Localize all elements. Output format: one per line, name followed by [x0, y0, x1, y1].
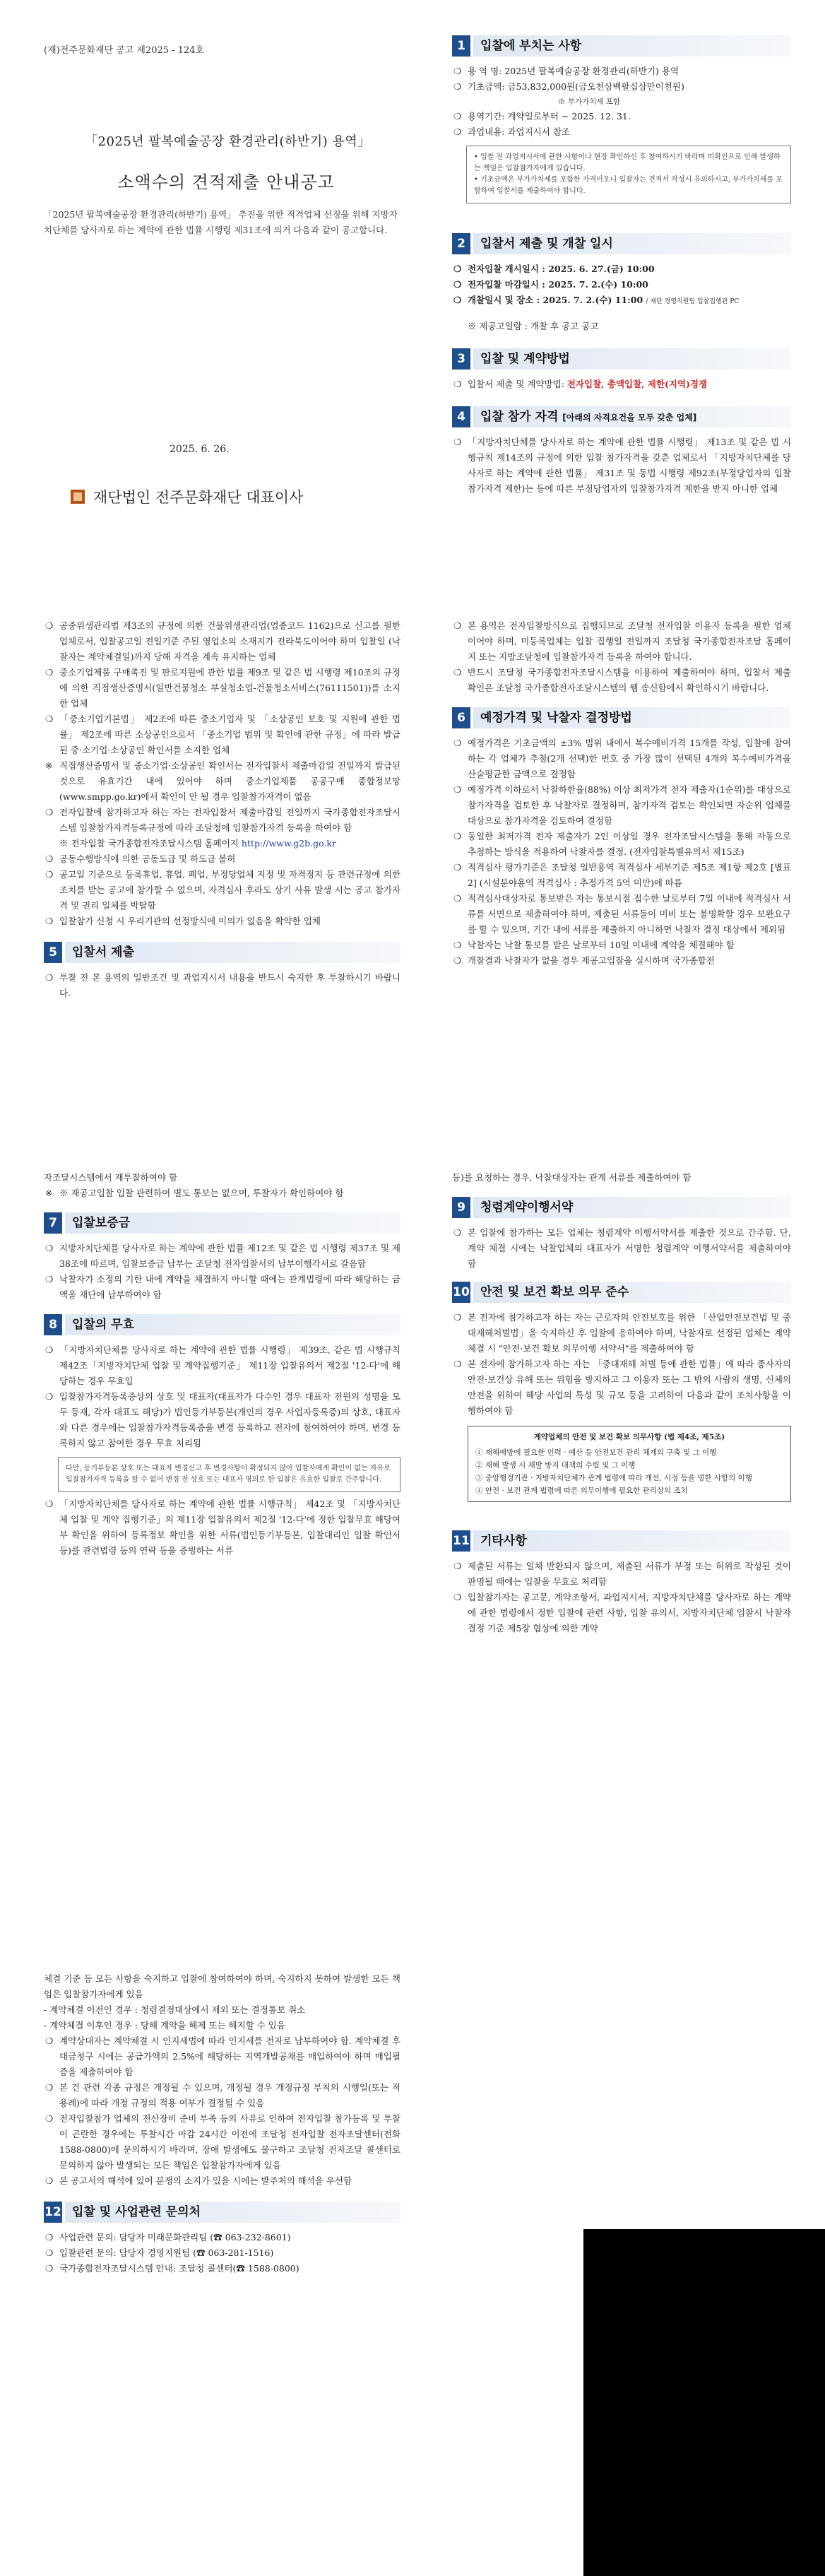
list-item: ❍ 기초금액: 금53,832,000원(금오천삼백팔십삼만이천원): [453, 81, 684, 92]
section-number: 1: [452, 35, 470, 57]
list-item: ❍ 공고일 기준으로 등록휴업, 휴업, 폐업, 부정당업체 지정 및 자격정지 등 관련규정에 의한 조치를 받는 공고에 참가할 수 없으며, 자격심사 후라도 상기 사유 발생 시는 공고 참가자격 및 권리 일체를 박탈함: [45, 869, 400, 911]
section-8-header: [44, 1314, 400, 1335]
list-item: ❍ 투찰 전 본 용역의 일반조건 및 과업지시서 내용을 반드시 숙지한 후 투찰하시기 바랍니다.: [45, 972, 400, 998]
title-subtitle: 「2025년 팔복예술공장 환경관리(하반기) 용역」: [85, 134, 371, 149]
list-item: ❍ 적격심사대상자로 통보받은 자는 통보시점 접수한 날로부터 7일 이내에 적격심사 서류를 서면으로 제출하여야 하며, 제출된 서류들이 미비 또는 불명확할 경우 보완요구를 할 수 있으며, 기간 내에 서류를 제출하지 아니하면 낙찰자 결정 대상에서 제외됨: [453, 893, 791, 935]
section-11-header: [452, 1530, 791, 1552]
list-item: ❍ 반드시 조달청 국가종합전자조달시스템을 이용하여 제출하여야 하며, 입찰서 제출 확인은 조달청 국가종합전자조달시스템의 웹 송신함에서 확인하시기 바랍니다.: [453, 667, 791, 693]
list-item: ❍ 입찰참가 신청 시 우리기관의 선정방식에 이의가 없음을 확약한 업체: [45, 916, 321, 926]
section-4-header: [452, 406, 791, 427]
section-12-header: [44, 2202, 400, 2223]
list-item: ❍ 개찰결과 낙찰자가 없을 경우 재공고입찰을 실시하며 국가종합전: [453, 955, 715, 966]
list-item: ❍ 예정가격은 기초금액의 ±3% 범위 내에서 복수예비가격 15개를 작성, 입찰에 참여하는 각 업체가 추첨(2개 선택)한 번호 중 가장 많이 선택된 4개의 복수예비가격을 산술평균한 금액으로 결정함: [453, 738, 791, 779]
list-item: ❍ 적격심사 평가기준은 조달청 일반용역 적격심사 세부기준 제5조 제1항 제2호 [별표 2] (시설분야용역 적격심사 : 추정가격 5억 미만)에 따름: [453, 862, 791, 888]
list-item: ❍ 본 전자에 참가하고자 하는 자는 「중대재해 처벌 등에 관한 법률」에 따라 종사자의 안전·보건상 유해 또는 위험을 방지하고 그 이용자 또는 그 밖의 사람의 생명, 신체의 안전을 위하여 해당 사업의 특성 및 규모 등을 고려하여 다음과 같이 조치사항을 이행하여야 함: [453, 1359, 791, 1416]
section-number: 2: [452, 233, 470, 254]
list-item: ❍ 용역기간: 계약일로부터 ~ 2025. 12. 31.: [453, 111, 631, 122]
right-column-p2: [452, 618, 791, 969]
list-item: ❍ 중소기업제품 구매촉진 및 판로지원에 관한 법률 제9조 및 같은 법 시행령 제10조의 규정에 의한 직접생산증명서(일반건물청소 부실청소업-건물청소서비스(76111501))를 소지한 업체: [45, 667, 400, 709]
list-item: ❍ 본 전자에 참가하고자 하는 자는 근로자의 안전보호를 위한 「산업안전보건법 및 중대재해처벌법」을 숙지하신 후 입찰에 응하여야 하며, 낙찰자로 선정된 업체는 계약 체결 시 "안전·보건 확보 의무이행 서약서"를 제출하여야 함: [453, 1312, 791, 1354]
note-box: 다만, 등기부등본 상호 또는 대표자 변경신고 후 변경사항이 확정되지 않아 입찰자에게 확인이 없는 자유로 입찰참가자격 등록을 할 수 없어 변경 전 상호 또는 대표자 명의로 한 입찰은 유효한 입찰로 간주합니다.: [58, 1457, 400, 1492]
intro-paragraph: 「2025년 팔복예술공장 환경관리(하반기) 용역」 추진을 위한 적격업체 선정을 위해 지방자치단체를 당사자로 하는 계약에 관한 법률 시행령 제31조에 의거 다음과 같이 공고합니다.: [44, 209, 398, 235]
list-item: ※ 전자입찰 국가종합전자조달시스템 홈페이지 http://www.g2b.go.kr: [59, 838, 336, 849]
section-title: 입찰서 제출 및 개찰 일시: [473, 233, 791, 254]
list-item: ❍ 입찰참가자는 공고문, 계약조항서, 과업지시서, 지방자치단체를 당사자로 하는 계약에 관한 법령에서 정한 입찰에 관련 사항, 입찰 유의서, 지방자치단체 입찰시 낙찰자결정 기준 제5장 협상에 의한 계약: [453, 1592, 791, 1633]
page-2: [0, 526, 825, 1166]
left-column-p4: [44, 1971, 400, 2276]
box-item: ④ 안전 · 보건 관계 법령에 따른 의무이행에 필요한 관리상의 조치: [475, 1487, 688, 1495]
section-title: 입찰 및 계약방법: [473, 348, 791, 370]
g2b-link[interactable]: http://www.g2b.go.kr: [241, 838, 336, 849]
list-item: ❍ 「중소기업기본법」 제2조에 따른 중소기업자 및 「소상공인 보호 및 지원에 관한 법률」 제2조에 따른 소상공인으로서 「중소기업 범위 및 확인에 관한 규정」에 따라 발급된 중·소기업·소상공인 확인서를 소지한 업체: [45, 714, 400, 755]
section-title: 입찰에 부치는 사항: [473, 35, 791, 57]
section-title: 입찰 참가 자격 [아래의 자격요건을 모두 갖춘 업체]: [473, 406, 791, 427]
box-item: ② 재해 발생 시 재발 방지 대책의 수립 및 그 이행: [475, 1461, 636, 1470]
list-item: ❍ 지방자치단체를 당사자로 하는 계약에 관한 법률 제12조 및 같은 법 시행령 제37조 및 제38조에 따르며, 입찰보증금 납부는 조달청 전자입찰서의 납부이행각서로 갈음함: [45, 1243, 400, 1269]
section-title: 예정가격 및 낙찰자 결정방법: [473, 707, 791, 728]
list-item: ❍ 「지방자치단체를 당사자로 하는 계약에 관한 법률 시행규칙」 제42조 및 「지방자치단체 입찰 및 계약 집행기준」의 제11장 입찰유의서 제2절 '12-다'에 정한 입찰무효 해당여부 확인을 위하여 등록정보 확인을 위한 서류(법인등기부등본, 입찰대리인 입찰 확인서 등)를 관련법령 등의 연락 등을 증빙하는 서류: [45, 1499, 400, 1556]
continued-text: - 계약체결 이전인 경우 : 청렴결정대상에서 제외 또는 결정통보 취소: [44, 2004, 306, 2015]
page-title: 소액수의 견적제출 안내공고: [117, 172, 335, 192]
notice-box: [466, 146, 791, 203]
list-item: ❍ 계약상대자는 계약체결 시 인지세법에 따라 인지세를 전자로 납부하여야 함. 계약체결 후 대금청구 시에는 공급가액의 2.5%에 해당하는 지역개발공채를 매입하여야 하며 매입필증을 제출하여야 함: [45, 2036, 400, 2077]
section-number: 8: [44, 1314, 62, 1335]
section-7-header: [44, 1212, 400, 1234]
vat-note: ※ 부가가치세 포함: [558, 98, 621, 106]
section-title: 입찰의 무효: [65, 1314, 400, 1335]
box-item: ① 재해예방에 필요한 인력 · 예산 등 안전보건 관리 체계의 구축 및 그 이행: [475, 1448, 717, 1457]
section-title: 입찰보증금: [65, 1212, 400, 1234]
notice-date: 2025. 6. 26.: [170, 444, 230, 455]
section-title: 입찰서 제출: [65, 942, 400, 963]
section-number: 10: [452, 1282, 470, 1303]
note-line: • 입찰 전 과업지시서에 관한 사항이나 현장 확인하신 후 참여하시기 바라며 미확인으로 인해 발생하는 책임은 입찰참가자에게 있습니다.: [474, 153, 781, 172]
page-1: [0, 0, 825, 526]
list-item: ❍ 입찰관련 문의: 담당자 경영지원팀 (☎ 063-281-1516): [45, 2247, 274, 2258]
section-number: 6: [452, 707, 470, 728]
continued-text: 자조달시스템에서 재투찰하여야 함: [44, 1172, 178, 1183]
list-item: ❍ 전자입찰 개시일시 : 2025. 6. 27.(금) 10:00: [453, 264, 655, 274]
section-9-header: [452, 1197, 791, 1218]
list-item: ❍ 사업관련 문의: 담당자 미래문화관리팀 (☎ 063-232-8601): [45, 2232, 291, 2243]
section-number: 9: [452, 1197, 470, 1218]
list-item: ❍ 본 입찰에 참가하는 모든 업체는 청렴계약 이행서약서를 제출한 것으로 간주함. 단, 계약 체결 시에는 낙찰업체의 대표자가 서명한 청렴계약 이행서약서를 제출하여야 함: [453, 1227, 791, 1269]
right-column-p1: [452, 35, 791, 497]
blank-region: [583, 2229, 825, 2576]
box-item: ③ 중앙행정기관 · 지방자치단체가 관계 법령에 따라 개선, 시정 등을 명한 사항의 이행: [475, 1474, 752, 1482]
section-2-header: [452, 233, 791, 254]
list-item: ❍ 개찰일시 및 장소 : 2025. 7. 2.(수) 11:00 / 재단 경영지원팀 입찰집행관 PC: [453, 295, 740, 305]
section-number: 5: [44, 942, 62, 963]
section-title: 안전 및 보건 확보 의무 준수: [473, 1282, 791, 1303]
section-5-header: [44, 942, 400, 963]
title-block: [85, 131, 371, 193]
list-item: ❍ 공동수행방식에 의한 공동도급 및 하도급 불허: [45, 853, 236, 864]
list-item: ❍ 낙찰자가 소정의 기한 내에 계약을 체결하지 아니할 때에는 관계법령에 따라 해당하는 금액을 재단에 납부하여야 함: [45, 1274, 400, 1300]
reference-note: ※ 제공고일람 : 개찰 후 공고 공고: [468, 320, 599, 331]
list-item: ❍ 예정가격 이하로서 낙찰하한율(88%) 이상 최저가격 전자 제출자(1순위)를 대상으로 참가자격을 검토한 후 낙찰자로 결정하며, 참가자격 검토는 확인되면 자순위 업체를 대상으로 참가자격을 검토하여 결정함: [453, 784, 791, 826]
notice-number: (재)전주문화재단 공고 제2025 - 124호: [44, 45, 205, 56]
list-item: ❍ 과업내용: 과업지시서 참조: [453, 126, 570, 137]
list-item: ❍ 제출된 서류는 일체 반환되지 않으며, 제출된 서류가 부정 또는 허위로 작성된 것이 판명될 때에는 입찰을 무효로 처리함: [453, 1561, 791, 1587]
section-title: 청렴계약이행서약: [473, 1197, 791, 1218]
list-item: ❍ 동일한 최저가격 전자 제출자가 2인 이상일 경우 전자조달시스템을 통해 자동으로 추첨하는 방식을 적용하여 낙찰자를 결정. (전자입찰특별유의서 제15조): [453, 831, 791, 857]
list-item: ❍ 공중위생관리법 제3조의 규정에 의한 건물위생관리업(업종코드 1162)으로 신고를 필한 업체로서, 입찰공고일 전일기준 주된 영업소의 소재지가 전라북도이어야 하며 입찰일 (낙찰자는 계약체결일)까지 당해 자격을 계속 유지하는 업체: [45, 620, 400, 662]
list-item: ❍ 용 역 명: 2025년 팔복예술공장 환경관리(하반기) 용역: [453, 66, 679, 76]
section-1-header: [452, 35, 791, 57]
section-title: 기타사항: [473, 1530, 791, 1552]
page-3: [0, 1166, 825, 1879]
seal-icon: [71, 490, 85, 504]
section-title: 입찰 및 사업관련 문의처: [65, 2202, 400, 2223]
section-number: 3: [452, 348, 470, 370]
list-item: ❍ 「지방자치단체를 당사자로 하는 계약에 관한 법률 시행령」 제39조, 같은 법 시행규칙 제42조「지방자치단체 입찰 및 계약집행기준」 제11장 입찰유의서 제2절 '12-다'에 해당하는 경우 무효입: [45, 1345, 400, 1386]
safety-obligations-box: [468, 1426, 791, 1502]
section-6-header: [452, 707, 791, 728]
section-number: 4: [452, 406, 470, 427]
right-column-p3: [452, 1170, 791, 1636]
list-item: ❍ 본 용역은 전자입찰방식으로 집행되므로 조달청 전자입찰 이용자 등록을 필한 업체이어야 하며, 미등록업체는 입찰 집행일 전일까지 조달청 국가종합전자조달 홈페이지 또는 지방조달청에 입찰참가자격 등록을 하여야 합니다.: [453, 620, 791, 662]
list-item: ❍ 전자입찰에 참가하고자 하는 자는 전자입찰서 제출마감일 전일까지 국가종합전자조달시스템 입찰참가자격등록규정에 따라 조달청에 입찰참가자격 등록을 하여야 함: [45, 807, 400, 833]
list-item: ❍ 전자입찰참가 업체의 전산장비 준비 부족 등의 사유로 인하여 전자입찰 참가등록 및 투찰이 곤란한 경우에는 투찰시간 마감 24시간 이전에 조달청 전자입찰 전자조달센터(전화 1588-0800)에 문의하시기 바라며, 장애 발생에도 불구하고 조달청 전자조달 콜센터로 문의하지 않아 발생되는 모든 책임은 입찰참가자에게 있음: [45, 2113, 400, 2170]
list-item: ❍ 본 건 관련 각종 규정은 개정될 수 있으며, 개정될 경우 개정규정 부칙의 시행일(또는 적용례)에 따라 개정 규정의 적용 여부가 결정될 수 있음: [45, 2082, 400, 2108]
list-item: ❍ 국가종합전자조달시스템 안내: 조달청 콜센터(☎ 1588-0800): [45, 2263, 299, 2274]
continued-text: 체결 기준 등 모든 사항을 숙지하고 입찰에 참여하여야 하며, 숙지하지 못하여 발생한 모든 책임은 입찰참가자에게 있음: [44, 1973, 400, 1999]
list-item: ❍ 「지방자치단체를 당사자로 하는 계약에 관한 법률 시행령」 제13조 및 같은 법 시행규칙 제14조의 규정에 의한 입찰 참가자격을 갖춘 업체로서 「지방자치단체를 당사자로 하는 계약에 관한 법률」 제31조 및 동법 시행령 제92조(부정당업자의 입찰참가자격 제한)는 등에 따른 부정당업자의 입찰참가자격 제한을 받지 아니한 업체: [453, 436, 791, 494]
section-3-header: [452, 348, 791, 370]
list-item: ❍ 전자입찰 마감일시 : 2025. 7. 2.(수) 10:00: [453, 279, 648, 290]
list-item: ❍ 입찰참가자격등록증상의 상호 및 대표자(대표자가 다수인 경우 대표자 전원의 성명을 모두 등재, 각자 대표도 해당)가 법인등기부등본(개인의 경우 사업자등록증)의 상호, 대표자와 다른 경우에는 입찰참가자격등록증을 변경 등록하고 전자에 참여하여야 하며, 변경 등록하지 않고 참여한 경우 무효 처리됨: [45, 1391, 400, 1448]
continued-text: 등)를 요청하는 경우, 낙찰대상자는 관계 서류를 제출하여야 함: [452, 1172, 692, 1183]
continued-text: - 계약체결 이후인 경우 : 당해 계약을 해제 또는 해지할 수 있음: [44, 2020, 285, 2031]
list-item: ※ 직접생산증명서 및 중소기업·소상공인 확인서는 전자입찰서 제출마감일 전일까지 발급된 것으로 유효기간 내에 있어야 하며 중소기업제품 공공구매 종합정보망(www.smpp.go.kr)에서 확인이 안 될 경우 입찰참가자격이 없음: [45, 760, 400, 802]
note-line: • 기초금액은 부가가치세를 포함한 가격이오니 입찰자는 견적서 작성시 유의하시고, 부가가치세를 포함하여 입찰서를 제출하여야 합니다.: [474, 176, 783, 195]
reference-note: ※ ※ 재공고입찰 입찰 관련하여 별도 통보는 없으며, 투찰자가 확인하여야 함: [45, 1188, 344, 1198]
signer-name: 재단법인 전주문화재단 대표이사: [93, 489, 304, 506]
section-number: 12: [44, 2202, 62, 2223]
left-column-p2: [44, 618, 400, 1001]
section-number: 7: [44, 1212, 62, 1234]
list-item: ❍ 낙찰자는 낙찰 통보를 받은 날로부터 10일 이내에 계약을 체결해야 함: [453, 940, 735, 950]
section-number: 11: [452, 1530, 470, 1552]
list-item: ❍ 입찰서 제출 및 계약방법: 전자입찰, 총액입찰, 제한(지역)경쟁: [453, 378, 708, 389]
left-column-p3: [44, 1170, 400, 1559]
section-10-header: [452, 1282, 791, 1303]
list-item: ❍ 본 공고서의 해석에 있어 분쟁의 소지가 있을 시에는 발주처의 해석을 우선함: [45, 2175, 352, 2186]
box-title: 계약업체의 안전 및 보건 확보 의무사항 (법 제4조, 제5조): [533, 1433, 725, 1441]
signer: [71, 486, 303, 507]
